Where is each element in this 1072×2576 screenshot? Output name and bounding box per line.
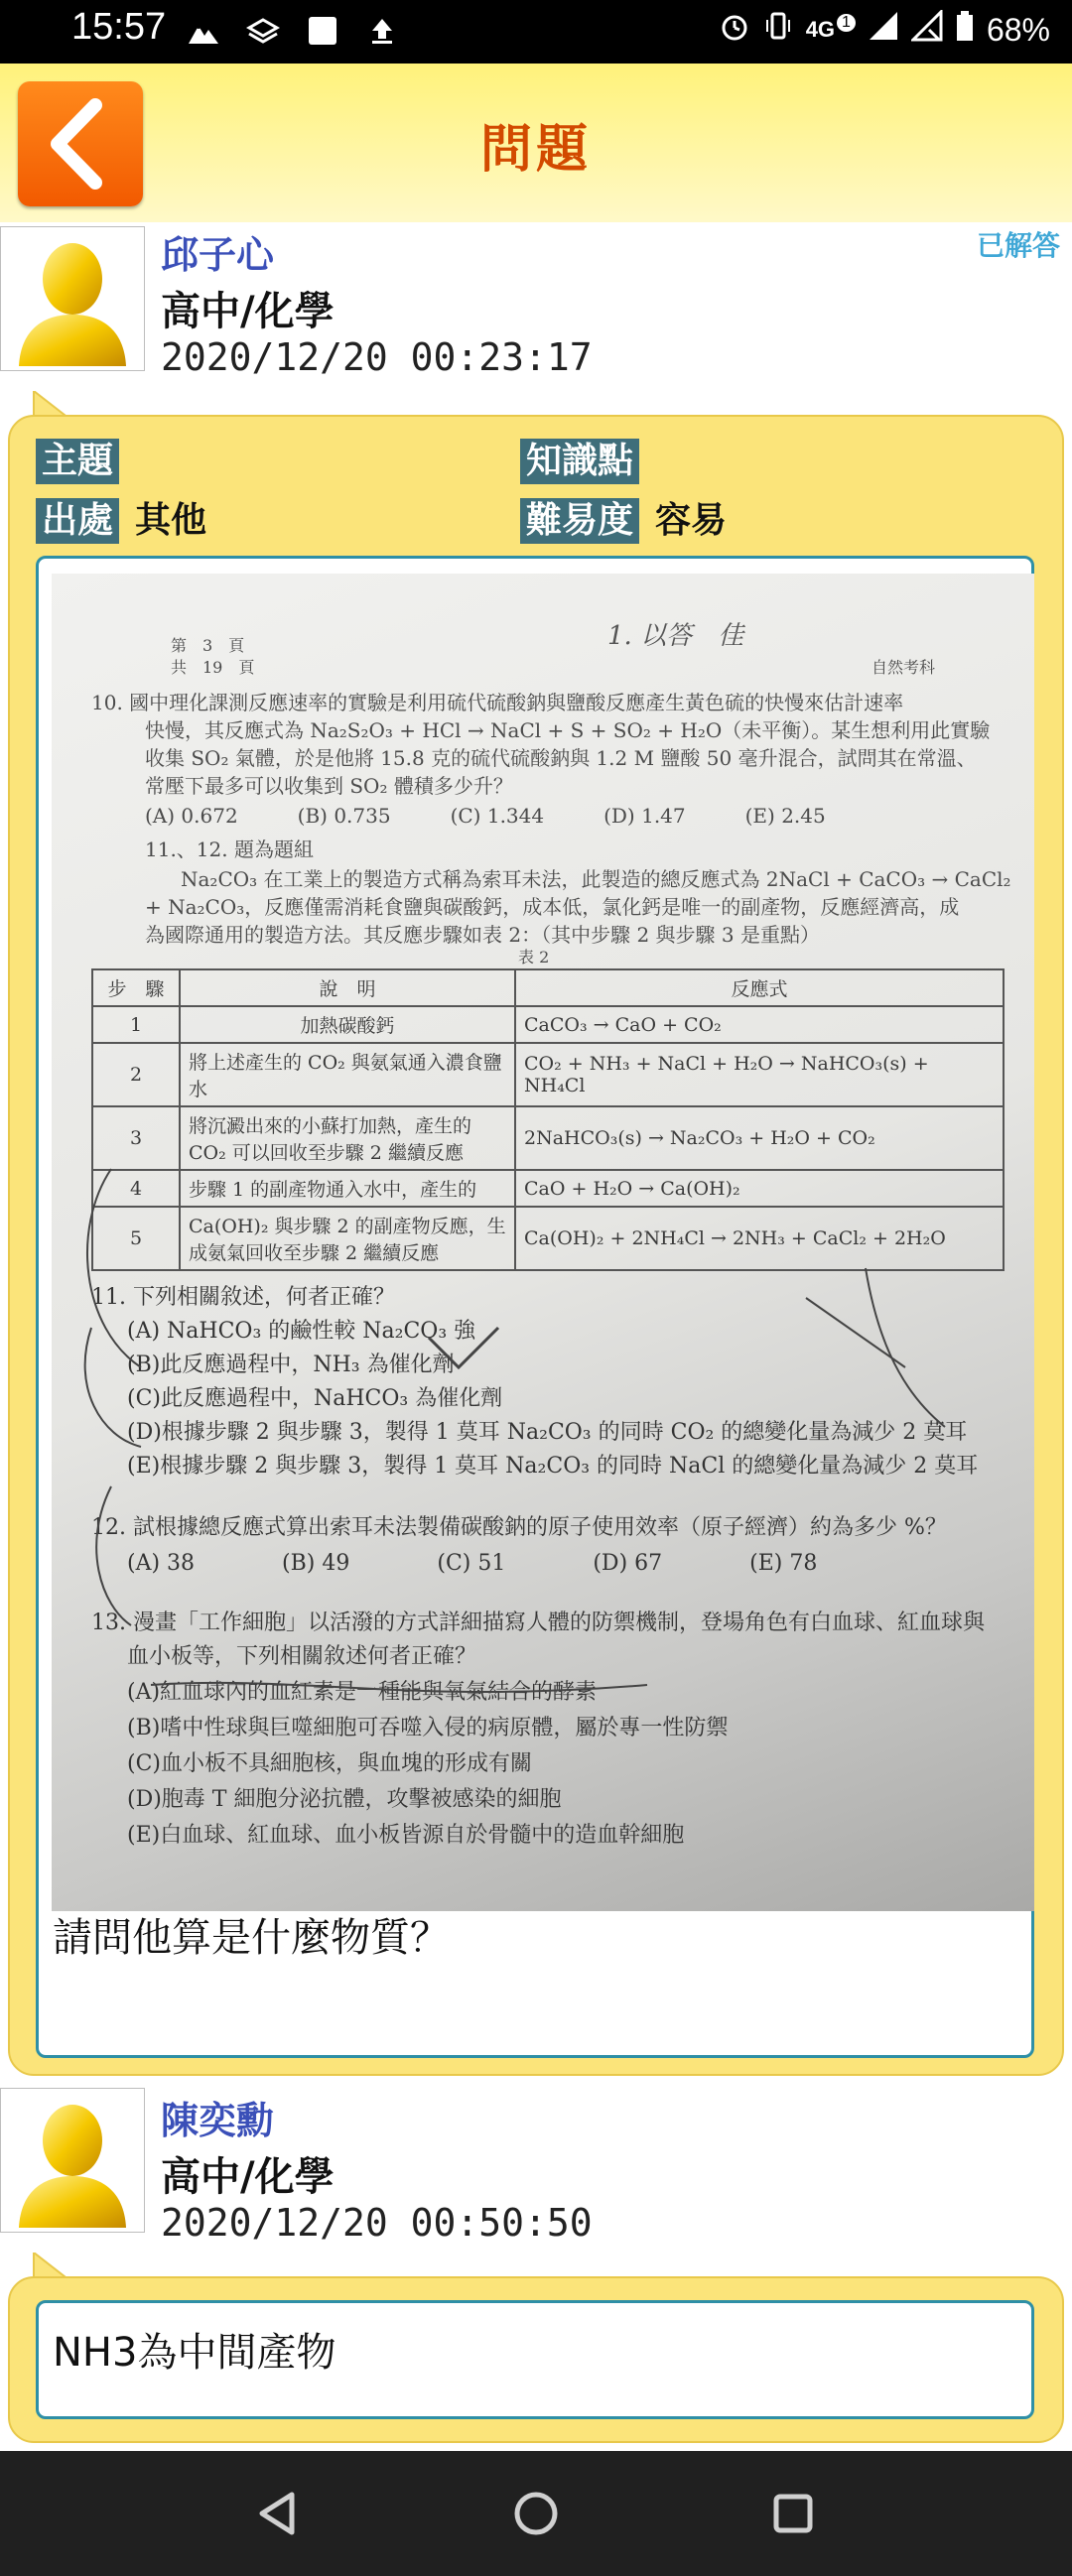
table-cell: 2 bbox=[92, 1043, 180, 1106]
photo-q11-b: (B)此反應過程中，NH₃ 為催化劑 bbox=[127, 1352, 455, 1377]
table-cell: 1 bbox=[92, 1006, 180, 1043]
photo-q11-c: (C)此反應過程中，NaHCO₃ 為催化劑 bbox=[127, 1386, 503, 1411]
photo-page-number: 第 3 頁 bbox=[171, 636, 245, 655]
circle-home-icon bbox=[501, 2479, 571, 2548]
photo-q13-line2: 血小板等，下列相關敘述何者正確？ bbox=[127, 1644, 477, 1669]
triangle-back-icon bbox=[244, 2479, 314, 2548]
answer-bubble bbox=[8, 2276, 1064, 2443]
signal-icon bbox=[868, 10, 899, 50]
photo-icon bbox=[187, 14, 220, 48]
photo-page-total: 共 19 頁 bbox=[171, 658, 255, 677]
status-bar bbox=[0, 0, 1072, 64]
table-cell: 2NaHCO₃(s) → Na₂CO₃ + H₂O + CO₂ bbox=[515, 1106, 1004, 1170]
difficulty-value: 容易 bbox=[655, 500, 728, 541]
status-time: 15:57 bbox=[71, 6, 167, 48]
avatar[interactable] bbox=[0, 2088, 145, 2233]
nav-recents-button[interactable] bbox=[758, 2479, 828, 2548]
nav-back-button[interactable] bbox=[244, 2479, 314, 2548]
question-post-header bbox=[0, 224, 1072, 383]
photo-q13-line1: 13. 漫畫「工作細胞」以活潑的方式詳細描寫人體的防禦機制，登場角色有白血球、紅血球與 bbox=[91, 1610, 985, 1635]
photo-q12-stem: 12. 試根據總反應式算出索耳未法製備碳酸鈉的原子使用效率（原子經濟）約為多少 %？ bbox=[91, 1515, 947, 1540]
photo-q11-a: (A) NaHCO₃ 的鹼性較 Na₂CO₃ 強 bbox=[127, 1319, 476, 1344]
question-photo[interactable] bbox=[52, 574, 1034, 1911]
table-header: 步 驟 bbox=[92, 969, 180, 1006]
signal-x-icon bbox=[911, 10, 943, 50]
photo-pen-marks bbox=[52, 574, 1034, 1911]
answer-content-box bbox=[36, 2300, 1034, 2419]
question-body-text: 請問他算是什麼物質？ bbox=[53, 1915, 450, 1961]
system-nav-bar bbox=[0, 2451, 1072, 2576]
sim-badge: 1 bbox=[837, 14, 856, 32]
photo-q10-line2: 快慢，其反應式為 Na₂S₂O₃ + HCl → NaCl + S + SO₂ + H₂O（未平衡）。某生想利用此實驗 bbox=[145, 718, 991, 742]
table-cell: Ca(OH)₂ + 2NH₄Cl → 2NH₃ + CaCl₂ + 2H₂O bbox=[515, 1207, 1004, 1270]
table-cell: CaO + H₂O → Ca(OH)₂ bbox=[515, 1170, 1004, 1207]
table-cell: Ca(OH)₂ 與步驟 2 的副產物反應，生成氨氣回收至步驟 2 繼續反應 bbox=[180, 1207, 515, 1270]
table-cell: 5 bbox=[92, 1207, 180, 1270]
question-timestamp: 2020/12/20 00:23:17 bbox=[161, 335, 593, 379]
photo-q13-b: (B)嗜中性球與巨噬細胞可吞噬入侵的病原體，屬於專一性防禦 bbox=[127, 1716, 729, 1740]
photo-q13-e: (E)白血球、紅血球、血小板皆源自於骨髓中的造血幹細胞 bbox=[127, 1823, 685, 1848]
table-cell: 4 bbox=[92, 1170, 180, 1207]
square-recents-icon bbox=[758, 2479, 828, 2548]
photo-q10-line4: 常壓下最多可以收集到 SO₂ 體積多少升？ bbox=[145, 774, 513, 798]
table-header: 說 明 bbox=[180, 969, 515, 1006]
photo-q10-line3: 收集 SO₂ 氣體，於是他將 15.8 克的硫代硫酸鈉與 1.2 M 鹽酸 50 毫升混合，試問其在常溫、 bbox=[145, 746, 977, 770]
battery-icon bbox=[955, 10, 975, 50]
difficulty-label: 難易度 bbox=[520, 498, 639, 544]
battery-percent: 68% bbox=[986, 11, 1050, 48]
source-value: 其他 bbox=[135, 500, 207, 541]
answer-user-name[interactable]: 陳奕勳 bbox=[161, 2099, 275, 2142]
table-cell: 步驟 1 的副產物通入水中，產生的 bbox=[180, 1170, 515, 1207]
photo-q12-options: (A) 38 (B) 49 (C) 51 (D) 67 (E) 78 bbox=[127, 1551, 818, 1576]
photo-q10-options: (A) 0.672 (B) 0.735 (C) 1.344 (D) 1.47 (E) 2.45 bbox=[145, 804, 826, 828]
nav-home-button[interactable] bbox=[501, 2479, 571, 2548]
table-cell: 3 bbox=[92, 1106, 180, 1170]
photo-q11-e: (E)根據步驟 2 與步驟 3，製得 1 莫耳 Na₂CO₃ 的同時 NaCl 的總變化量為減少 2 莫耳 bbox=[127, 1454, 979, 1479]
photo-group-line3: 為國際通用的製造方法。其反應步驟如表 2：（其中步驟 2 與步驟 3 是重點） bbox=[145, 923, 820, 947]
photo-q13-a: (A)紅血球內的血紅素是一種能與氧氣結合的酵素 bbox=[127, 1680, 598, 1705]
knowledge-label: 知識點 bbox=[520, 439, 639, 484]
table-cell: CaCO₃ → CaO + CO₂ bbox=[515, 1006, 1004, 1043]
table-cell: CO₂ + NH₃ + NaCl + H₂O → NaHCO₃(s) + NH₄Cl bbox=[515, 1043, 1004, 1106]
answer-subject: 高中/化學 bbox=[161, 2154, 335, 2200]
question-subject: 高中/化學 bbox=[161, 289, 335, 334]
answer-post-header bbox=[0, 2086, 1072, 2245]
alarm-icon bbox=[719, 10, 750, 50]
photo-q10-line1: 10. 國中理化課測反應速率的實驗是利用硫代硫酸鈉與鹽酸反應產生黃色硫的快慢來估計速率 bbox=[91, 691, 904, 714]
answered-badge: 已解答 bbox=[976, 229, 1060, 262]
photo-q13-d: (D)胞毒 T 細胞分泌抗體，攻擊被感染的細胞 bbox=[127, 1787, 562, 1812]
question-user-name[interactable]: 邱子心 bbox=[161, 233, 275, 277]
answer-body-text: NH3為中間產物 bbox=[53, 2330, 336, 2376]
user-avatar-icon bbox=[1, 2089, 144, 2232]
photo-group-line1: Na₂CO₃ 在工業上的製造方式稱為索耳未法，此製造的總反應式為 2NaCl + CaCO₃ → CaCl₂ bbox=[181, 867, 1011, 891]
photo-group-title: 11.、12. 題為題組 bbox=[145, 837, 314, 861]
table-cell: 將上述產生的 CO₂ 與氨氣通入濃食鹽水 bbox=[180, 1043, 515, 1106]
network-type: 4G bbox=[805, 17, 836, 42]
source-label: 出處 bbox=[36, 498, 119, 544]
photo-q11-stem: 11. 下列相關敘述，何者正確？ bbox=[91, 1285, 395, 1310]
photo-q11-d: (D)根據步驟 2 與步驟 3，製得 1 莫耳 Na₂CO₃ 的同時 CO₂ 的總變化量為減少 2 莫耳 bbox=[127, 1420, 968, 1445]
page-title: 問題 bbox=[479, 120, 592, 180]
photo-exam-name: 自然考科 bbox=[871, 658, 936, 677]
table-cell: 加熱碳酸鈣 bbox=[180, 1006, 515, 1043]
app-header bbox=[0, 64, 1072, 222]
topic-label: 主題 bbox=[36, 439, 119, 484]
layers-icon bbox=[246, 14, 280, 48]
photo-handwriting: 1. 以答 佳 bbox=[607, 621, 744, 651]
vibrate-icon bbox=[762, 10, 794, 50]
photo-group-line2: + Na₂CO₃，反應僅需消耗食鹽與碳酸鈣，成本低，氯化鈣是唯一的副產物，反應經濟高，成 bbox=[145, 895, 960, 919]
photo-q13-c: (C)血小板不具細胞核，與血塊的形成有關 bbox=[127, 1751, 533, 1776]
avatar[interactable] bbox=[0, 226, 145, 371]
notification-square-icon bbox=[306, 14, 339, 48]
upload-icon bbox=[365, 14, 399, 48]
user-avatar-icon bbox=[1, 227, 144, 370]
table-header: 反應式 bbox=[515, 969, 1004, 1006]
answer-timestamp: 2020/12/20 00:50:50 bbox=[161, 2201, 593, 2245]
table-cell: 將沉澱出來的小蘇打加熱，產生的 CO₂ 可以回收至步驟 2 繼續反應 bbox=[180, 1106, 515, 1170]
photo-table-caption: 表 2 bbox=[518, 948, 550, 966]
